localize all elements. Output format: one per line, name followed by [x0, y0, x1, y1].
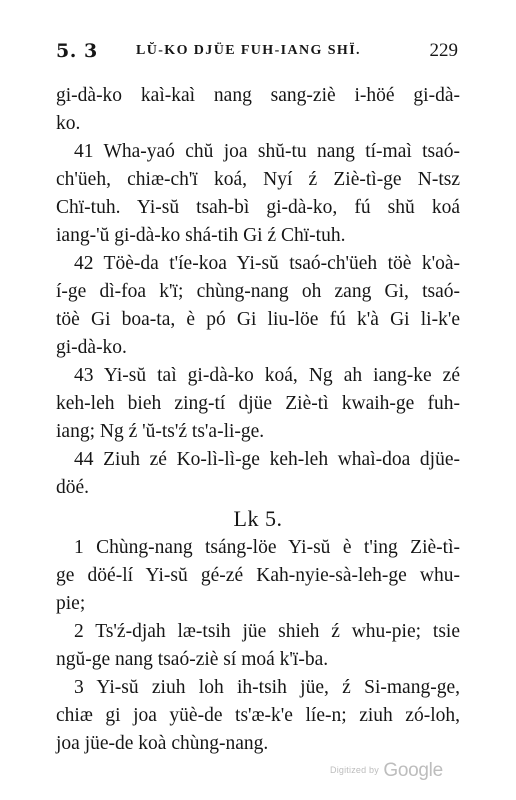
- body-text-top: [56, 82, 460, 502]
- watermark-digitized-text: Digitized by: [330, 765, 379, 775]
- chapter-heading: Lk 5.: [233, 506, 283, 531]
- text-line: döé.: [56, 477, 90, 498]
- text-line: keh-leh bieh zing-tí djüe Ziè-tì kwaih-ge fuh-: [56, 393, 460, 414]
- section-number: 5. 3: [56, 40, 98, 62]
- running-header: [56, 40, 458, 66]
- text-line: joa jüe-de koà chùng-nang.: [56, 733, 269, 754]
- text-line: iang; Ng ź 'ŭ-ts'ź ts'a-li-ge.: [56, 421, 265, 442]
- digitized-watermark: [330, 760, 443, 782]
- text-line: gi-dà-ko kaì-kaì nang sang-ziè i-höé gi-dà-: [56, 85, 460, 106]
- text-line: töè Gi boa-ta, è pó Gi liu-löe fú k'à Gi li-k'e: [56, 309, 460, 330]
- text-line: ch'üeh, chiæ-ch'ï koá, Nyí ź Ziè-tì-ge N-tsz: [56, 169, 460, 190]
- text-line: ko.: [56, 113, 81, 134]
- text-line: í-ge dì-foa k'ï; chùng-nang oh zang Gi, tsaó-: [56, 281, 460, 302]
- verse-42-line: 42 Töè-da t'íe-koa Yi-sŭ tsaó-ch'üeh töè k'oà-: [74, 253, 460, 274]
- verse-44-line: 44 Ziuh zé Ko-lì-lì-ge keh-leh whaì-doa djüe-: [74, 449, 460, 470]
- google-logo: Google: [383, 760, 443, 781]
- text-line: gi-dà-ko.: [56, 337, 127, 358]
- text-line: Chï-tuh. Yi-sŭ tsah-bì gi-dà-ko, fú shŭ koá: [56, 197, 460, 218]
- verse-2-line: 2 Ts'ź-djah læ-tsih jüe shieh ź whu-pie; tsie: [74, 621, 460, 642]
- page-number: 229: [429, 40, 458, 61]
- text-line: ge döé-lí Yi-sŭ gé-zé Kah-nyie-sà-leh-ge whu-: [56, 565, 460, 586]
- verse-3-line: 3 Yi-sŭ ziuh loh ih-tsih jüe, ź Si-mang-ge,: [74, 677, 460, 698]
- text-line: ngŭ-ge nang tsaó-ziè sí moá k'ï-ba.: [56, 649, 329, 670]
- text-line: iang-'ŭ gi-dà-ko shá-tih Gi ź Chï-tuh.: [56, 225, 346, 246]
- body-text-bottom: [56, 534, 460, 758]
- verse-1-line: 1 Chùng-nang tsáng-löe Yi-sŭ è t'ing Ziè-tì-: [74, 537, 460, 558]
- verse-43-line: 43 Yi-sŭ taì gi-dà-ko koá, Ng ah iang-ke zé: [74, 365, 460, 386]
- running-title: LŬ-KO DJÜE FUH-IANG SHÏ.: [136, 43, 361, 58]
- verse-41-line: 41 Wha-yaó chŭ joa shŭ-tu nang tí-maì tsaó-: [74, 141, 460, 162]
- text-line: chiæ gi joa yüè-de ts'æ-k'e líe-n; ziuh zó-loh,: [56, 705, 460, 726]
- text-line: pie;: [56, 593, 86, 614]
